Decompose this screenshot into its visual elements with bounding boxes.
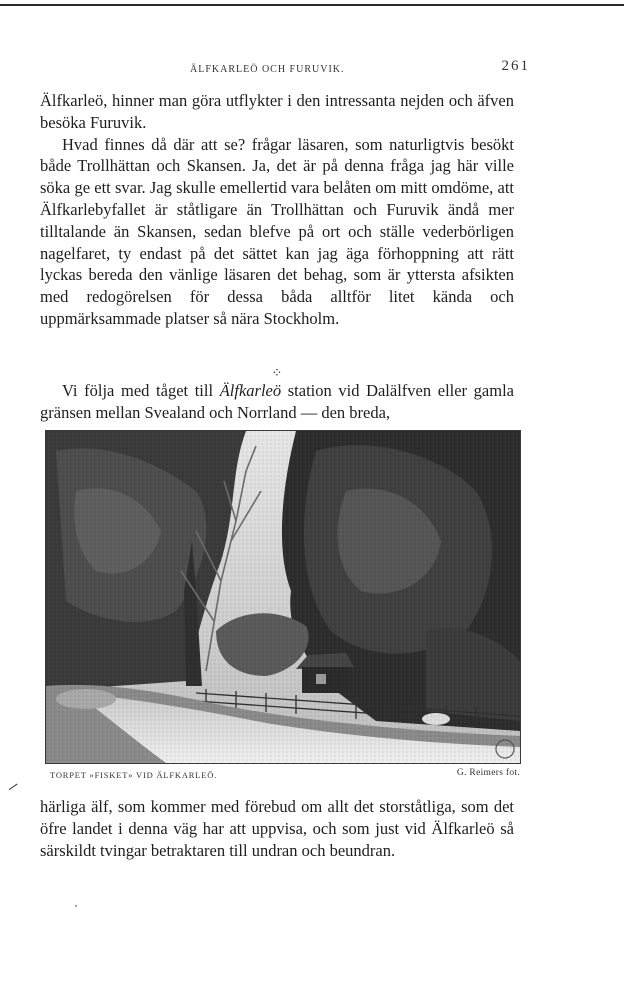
photograph-torpet-fisket [45, 430, 521, 764]
running-title: ÄLFKARLEÖ OCH FURUVIK. [190, 64, 345, 75]
paragraph-journey [40, 380, 514, 424]
journey-text-end: station vid Dalälfven eller gamla gränsen mellan Svealand och Norrland — den breda, [40, 381, 514, 422]
section-text [40, 366, 514, 424]
journey-text-start: Vi följa med tåget till [62, 381, 220, 400]
opening-text [40, 90, 514, 330]
paragraph-question: Hvad finnes då där att se? frågar läsaren, som naturligtvis besökt både Trollhättan och Skansen. Ja, det är på denna fråga jag här ville söka ge ett svar. Jag skulle emellertid vara belåten om mitt omdöme, att Älfkarlebyfallet är ståtligare än Trollhättan och Furuvik ändå mer tilltalande än Skansen, sedan blefve på ort och ställe vederbörligen nagelfaret, ty endast på det sättet kan jag äga förhoppning att rätt lyckas bereda den vänlige läsaren det behag, som är yttersta afsikten med redogörelsen för dessa båda alltför litet kända och uppmärksammade platser så nära Stockholm. [40, 134, 514, 328]
journey-place-name: Älfkarleö [219, 381, 282, 400]
paragraph-river: härliga älf, som kommer med förebud om allt det storståtliga, som det öfre landet i denna väg har att uppvisa, och som just vid Älfkarleö så särskildt tvingar betraktaren till undran och beundran. [40, 797, 514, 860]
running-head [40, 58, 530, 82]
caption-title: TORPET »FISKET» VID ÄLFKARLEÖ. [50, 770, 218, 780]
paper-speck [75, 905, 77, 907]
closing-text [40, 796, 514, 861]
margin-pencil-mark [9, 783, 19, 792]
figure-caption [50, 770, 520, 786]
paragraph-continuation: Älfkarleö, hinner man göra utflykter i den intressanta nejden och äfven besöka Furuvik. [40, 91, 514, 132]
top-border-rule [0, 4, 624, 6]
page-number: 261 [501, 58, 530, 74]
section-ornament: ⁘ [271, 365, 283, 380]
photograph-illustration [46, 431, 520, 763]
photo-credit: G. Reimers fot. [456, 768, 520, 778]
